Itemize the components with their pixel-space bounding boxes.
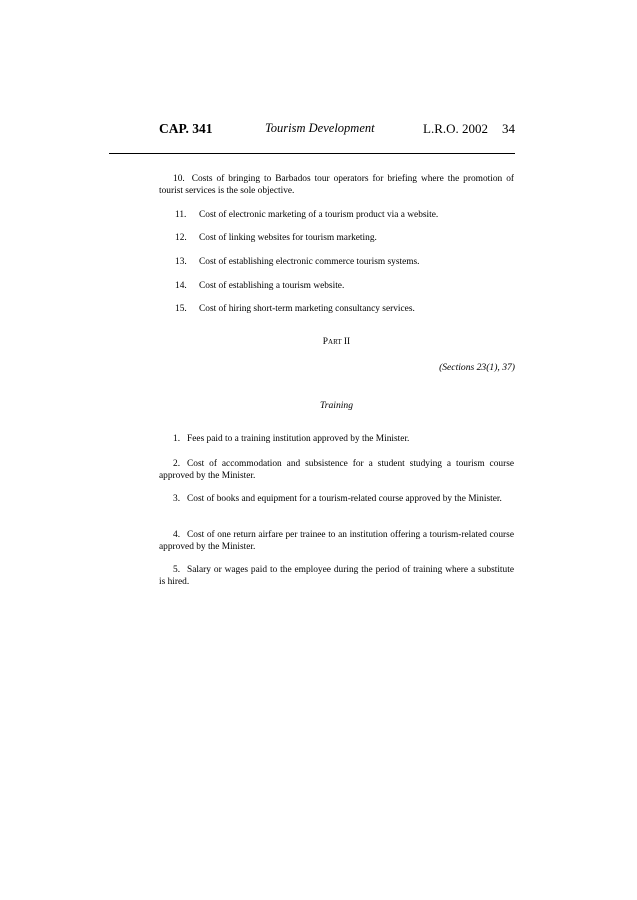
item-number: 2. xyxy=(173,459,181,469)
marketing-item-14 xyxy=(175,280,344,292)
item-number: 10. xyxy=(173,174,185,184)
item-text: Cost of electronic marketing of a tourism product via a website. xyxy=(199,210,439,220)
item-number: 4. xyxy=(173,530,181,540)
item-text: Cost of establishing electronic commerce tourism systems. xyxy=(199,257,420,267)
chapter-number: CAP. 341 xyxy=(159,121,213,136)
act-title: Tourism Development xyxy=(265,121,375,135)
page-header xyxy=(159,121,515,139)
item-number: 12. xyxy=(175,233,187,243)
item-text: Cost of accommodation and subsistence for a student studying a tourism course approved by the Minister. xyxy=(159,459,514,481)
training-item-2 xyxy=(159,458,514,482)
training-item-4 xyxy=(159,529,514,553)
item-text: Salary or wages paid to the employee during the period of training where a substitute is hired. xyxy=(159,565,514,587)
item-number: 13. xyxy=(175,257,187,267)
marketing-item-11 xyxy=(175,209,438,221)
training-item-1 xyxy=(159,433,514,445)
item-text: Cost of hiring short-term marketing consultancy services. xyxy=(199,304,415,314)
sections-reference: (Sections 23(1), 37) xyxy=(439,362,515,373)
item-number: 5. xyxy=(173,565,181,575)
marketing-item-13 xyxy=(175,256,420,268)
item-text: Cost of books and equipment for a tourism-related course approved by the Minister. xyxy=(187,494,502,504)
edition-label: L.R.O. 2002 xyxy=(423,121,488,136)
item-text: Cost of one return airfare per trainee to an institution offering a tourism-related course approved by the Minister. xyxy=(159,530,514,552)
part-heading: Part II xyxy=(322,337,351,347)
item-number: 14. xyxy=(175,281,187,291)
item-text: Cost of linking websites for tourism marketing. xyxy=(199,233,377,243)
marketing-item-15 xyxy=(175,303,415,315)
item-number: 15. xyxy=(175,304,187,314)
marketing-item-12 xyxy=(175,232,377,244)
item-text: Cost of establishing a tourism website. xyxy=(199,281,345,291)
page-number: 34 xyxy=(502,121,515,136)
training-item-5 xyxy=(159,564,514,588)
schedule-subheading: Training xyxy=(319,400,354,411)
item-text: Fees paid to a training institution approved by the Minister. xyxy=(187,434,410,444)
item-number: 1. xyxy=(173,434,181,444)
marketing-item-10 xyxy=(159,173,514,197)
item-text: Costs of bringing to Barbados tour operators for briefing where the promotion of tourist services is the sole objective. xyxy=(159,174,514,196)
training-item-3 xyxy=(159,493,514,505)
header-rule xyxy=(109,153,515,154)
item-number: 11. xyxy=(175,210,187,220)
item-number: 3. xyxy=(173,494,181,504)
